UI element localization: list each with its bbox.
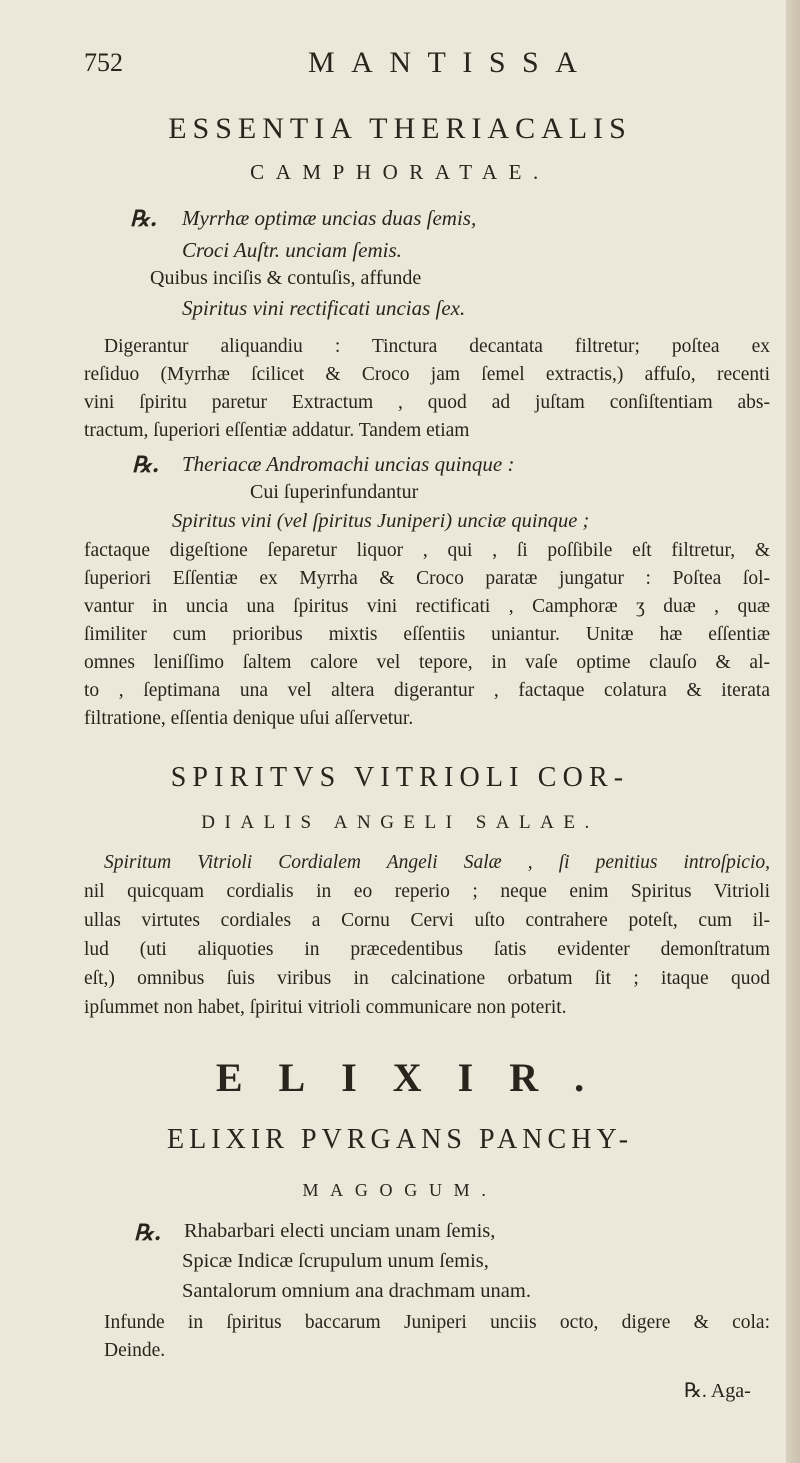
page-number: 752: [84, 48, 123, 77]
recipe-line: Cui ſuperinfundantur: [250, 481, 419, 503]
text-line: Deinde.: [104, 1340, 166, 1361]
text-line: nil quicquam cordialis in eo reperio ; neque enim Spiritus Vitrioli: [84, 881, 770, 902]
text-line: ſuperiori Eſſentiæ ex Myrrha & Croco paratæ jungatur : Poſtea ſol-: [84, 568, 770, 589]
section-title-spiritus: SPIRITVS VITRIOLI COR-: [170, 762, 630, 793]
recipe-symbol: ℞.: [134, 1220, 162, 1246]
section-subtitle-elixir: MAGOGUM.: [302, 1180, 498, 1200]
section-subtitle-spiritus: DIALIS ANGELI SALAE.: [201, 812, 599, 833]
recipe-line: Quibus inciſis & contuſis, affunde: [150, 267, 422, 289]
recipe-symbol: ℞.: [130, 206, 158, 232]
text-line: lud (uti aliquoties in præcedentibus ſatis evidenter demonſtratum: [84, 939, 770, 960]
page-edge: [786, 0, 800, 1463]
catchword: ℞. Aga-: [684, 1380, 751, 1402]
recipe-line: Myrrhæ optimæ uncias duas ſemis,: [182, 206, 477, 230]
recipe-line: Rhabarbari electi unciam unam ſemis,: [184, 1220, 496, 1242]
recipe-symbol: ℞.: [132, 452, 160, 478]
recipe-line: Spiritus vini (vel ſpiritus Juniperi) unciæ quinque ;: [172, 510, 590, 532]
text-line: omnes leniſſimo ſaltem calore vel tepore, in vaſe optime clauſo & al-: [84, 652, 770, 673]
text-line: vini ſpiritu paretur Extractum , quod ad juſtam conſiſtentiam abs-: [84, 392, 770, 413]
text-line: ipſummet non habet, ſpiritui vitrioli communicare non poterit.: [84, 997, 567, 1018]
section-subtitle-essentia: CAMPHORATAE.: [250, 160, 550, 184]
recipe-line: Santalorum omnium ana drachmam unam.: [182, 1280, 531, 1302]
text-line: tractum, ſuperiori eſſentiæ addatur. Tandem etiam: [84, 420, 470, 441]
text-line: reſiduo (Myrrhæ ſcilicet & Croco jam ſemel extractis,) affuſo, recenti: [84, 364, 770, 385]
recipe-line: Spiritus vini rectificati uncias ſex.: [182, 296, 466, 320]
text-line: eſt,) omnibus ſuis viribus in calcinatione orbatum ſit ; itaque quod: [84, 968, 770, 989]
running-head: MANTISSA: [308, 46, 594, 79]
recipe-line: Croci Auſtr. unciam ſemis.: [182, 238, 402, 262]
text-line: ſimiliter cum prioribus mixtis eſſentiis uniantur. Unitæ hæ eſſentiæ: [84, 624, 770, 645]
text-line: vantur in uncia una ſpiritus vini rectificati , Camphoræ ʒ duæ , quæ: [84, 596, 770, 617]
text-line: to , ſeptimana una vel altera digerantur , factaque colatura & iterata: [84, 680, 770, 701]
text-line: Digerantur aliquandiu : Tinctura decantata filtretur; poſtea ex: [104, 336, 770, 357]
recipe-line: Theriacæ Andromachi uncias quinque :: [182, 452, 515, 476]
section-title-essentia: ESSENTIA THERIACALIS: [168, 112, 632, 145]
text-line: ullas virtutes cordiales a Cornu Cervi uſto contrahere poteſt, cum il-: [84, 910, 770, 931]
recipe-line: Spicæ Indicæ ſcrupulum unum ſemis,: [182, 1250, 489, 1272]
text-line: factaque digeſtione ſeparetur liquor , qui , ſi poſſibile eſt filtretur, &: [84, 540, 770, 561]
text-line: Infunde in ſpiritus baccarum Juniperi unciis octo, digere & cola:: [104, 1312, 770, 1333]
text-line: filtratione, eſſentia denique uſui aſſervetur.: [84, 708, 414, 729]
section-heading-elixir: ELIXIR.: [215, 1055, 621, 1100]
text-line: Spiritum Vitrioli Cordialem Angeli Salæ , ſi penitius introſpicio,: [104, 852, 770, 873]
section-title-elixir: ELIXIR PVRGANS PANCHY-: [166, 1124, 634, 1155]
